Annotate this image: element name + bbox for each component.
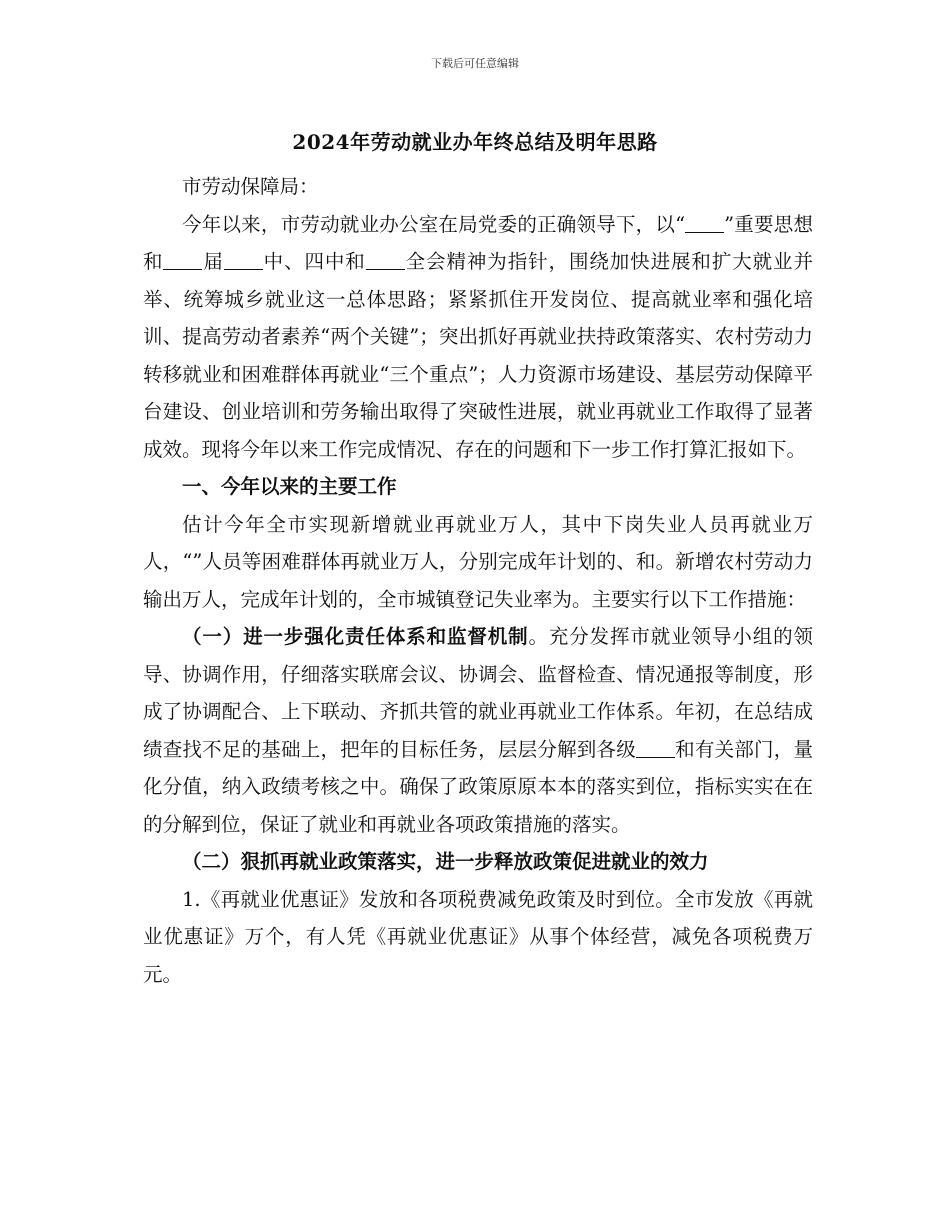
blank-field [163,250,202,271]
blank-field [636,737,675,758]
item1-text-2: 和有关部门，量化分值，纳入政绩考核之中。确保了政策原原本本的落实到位，指标实实在在的分解到位，保证了就业和再就业各项政策措施的落实。 [143,737,813,836]
intro-text-4: 中、四中和 [262,250,366,273]
header-note: 下载后可任意编辑 [431,57,519,70]
document-title: 2024年劳动就业办年终总结及明年思路 [292,130,658,154]
item1-paragraph [143,618,813,843]
blank-field [685,212,724,233]
item2-paragraph: 1.《再就业优惠证》发放和各项税费减免政策及时到位。全市发放《再就业优惠证》万个，有人凭《再就业优惠证》从事个体经营，减免各项税费万元。 [143,887,813,986]
blank-field [366,250,405,271]
section1-paragraph: 估计今年全市实现新增就业再就业万人，其中下岗失业人员再就业万人，“”人员等困难群体再就业万人，分别完成年计划的、和。新增农村劳动力输出万人，完成年计划的，全市城镇登记失业率为。主要实行以下工作措施： [143,512,813,611]
intro-text-2: ”重要思想和 [143,212,813,273]
intro-text-3: 届 [202,250,224,273]
blank-field [224,250,263,271]
intro-paragraph [143,206,813,469]
document-body [143,168,813,993]
item1-text-1: 。充分发挥市就业领导小组的领导、协调作用，仔细落实联席会议、协调会、监督检查、情况通报等制度，形成了协调配合、上下联动、齐抓共管的就业再就业工作体系。年初，在总结成绩查找不足的基础上，把年的目标任务，层层分解到各级 [143,625,813,761]
item2-heading: （二）狠抓再就业政策落实，进一步释放政策促进就业的效力 [182,850,709,873]
item1-heading: （一）进一步强化责任体系和监督机制 [182,625,529,648]
intro-text-5: 全会精神为指针，围绕加快进展和扩大就业并举、统筹城乡就业这一总体思路；紧紧抓住开发岗位、提高就业率和强化培训、提高劳动者素养“两个关键”；突出抓好再就业扶持政策落实、农村劳动力转移就业和困难群体再就业“三个重点”；人力资源市场建设、基层劳动保障平台建设、创业培训和劳务输出取得了突破性进展，就业再就业工作取得了显著成效。现将今年以来工作完成情况、存在的问题和下一步工作打算汇报如下。 [143,250,813,461]
salutation: 市劳动保障局： [182,175,319,198]
section1-heading: 一、今年以来的主要工作 [182,475,397,498]
intro-text-1: 今年以来，市劳动就业办公室在局党委的正确领导下，以“ [182,212,686,236]
